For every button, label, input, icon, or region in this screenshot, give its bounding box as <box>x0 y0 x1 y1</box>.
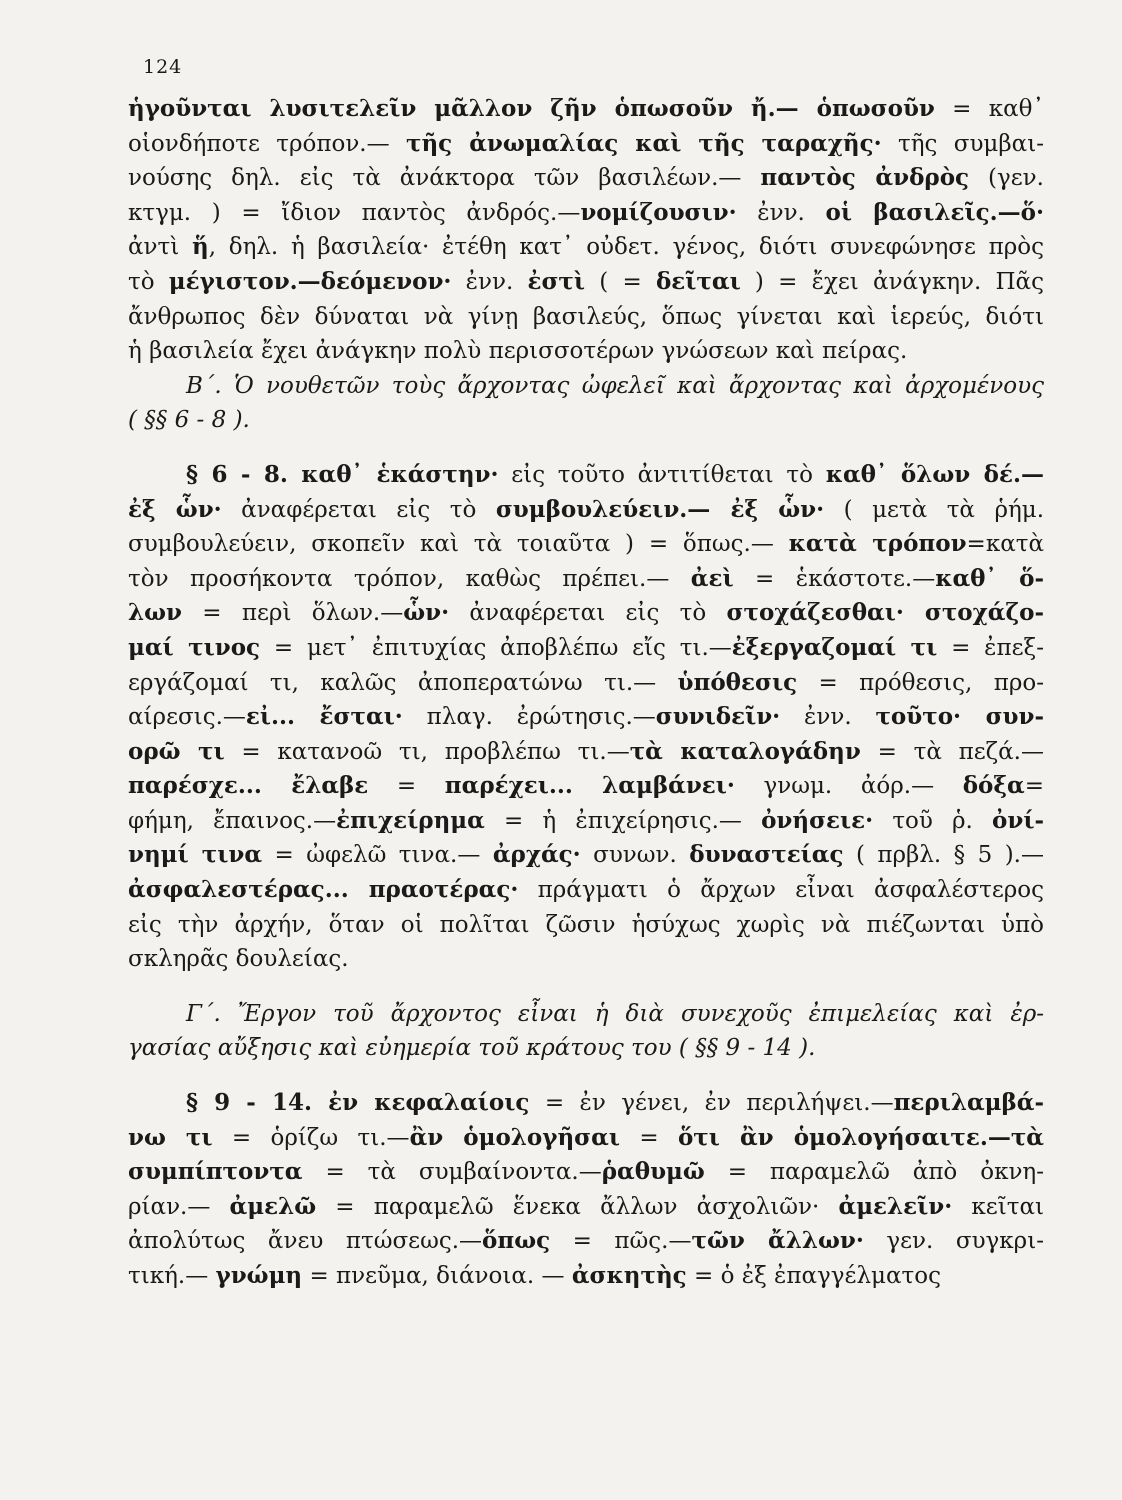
bold-term: ὀνήσειε· <box>761 806 874 834</box>
text-run: κεῖται <box>952 1193 1044 1220</box>
bold-term: δυναστείας <box>689 841 844 869</box>
text-run: ἀπολύτως ἄνευ πτώσεως.— <box>128 1228 483 1255</box>
heading-c-line <box>128 997 1044 1032</box>
section1-line <box>128 127 1044 162</box>
text-run: = <box>619 1124 678 1151</box>
text-run: =κατὰ <box>966 531 1044 558</box>
text-run: ( μετὰ τὰ ῥήμ. <box>824 496 1044 523</box>
section2-line <box>128 804 1044 839</box>
text-run: εργάζομαί τι, καλῶς ἀποπερατώνω τι.— <box>128 669 678 696</box>
text-run: = <box>368 773 445 800</box>
bold-term: παντὸς ἀνδρὸς <box>760 164 970 192</box>
text-run: κτγμ. ) = ἴδιον παντὸς ἀνδρός.— <box>128 199 581 226</box>
bold-term: § 6 - 8. καθ᾽ ἑκάστην· <box>186 460 499 488</box>
italic-text: Ἔργον τοῦ ἄρχοντος εἶναι ἡ διὰ συνεχοῦς ἐπιμελείας καὶ ἐρ- <box>237 1000 1044 1027</box>
text-run: σκληρᾶς δουλείας. <box>128 946 349 973</box>
bold-term: ἐξ ὧν· <box>128 495 222 523</box>
bold-term: κατὰ τρόπον <box>788 530 967 558</box>
bold-term: νω τι <box>128 1123 213 1151</box>
text-run: ) = ἔχει ἀνάγκην. Πᾶς <box>740 268 1044 295</box>
text-run: = ὠφελῶ τινα.— <box>262 842 493 869</box>
bold-term: ὅπως <box>482 1227 551 1255</box>
bold-term: οἱ βασιλεῖς.—ὅ· <box>825 198 1044 226</box>
section2-line <box>128 942 1044 977</box>
italic-text: Β΄. <box>186 372 234 399</box>
text-run: ( = <box>585 268 656 295</box>
section3-line <box>128 1259 1044 1294</box>
bold-term: ἀρχάς· <box>492 841 581 869</box>
section2-line <box>128 700 1044 735</box>
text-run: τὸ <box>128 268 169 295</box>
section3-line <box>128 1121 1044 1156</box>
text-run: ἀναφέρεται εἰς τὸ <box>221 496 496 523</box>
section2-line <box>128 908 1044 943</box>
section1-line <box>128 334 1044 369</box>
heading-c <box>128 997 1044 1066</box>
text-run: οἱονδήποτε τρόπον.— <box>128 130 406 157</box>
section2-line <box>128 596 1044 631</box>
section2-line <box>128 735 1044 770</box>
bold-term: ἐστὶ <box>527 267 586 295</box>
text-run: = ἐπεξ- <box>937 634 1044 661</box>
section1-line <box>128 230 1044 265</box>
italic-text: Ὁ νουθετῶν τοὺς ἄρχοντας ὠφελεῖ καὶ ἄρχοντας καὶ ἀρχομένους <box>234 372 1044 399</box>
bold-term: ἀμελῶ <box>229 1192 317 1220</box>
text-run: τῆς συμβαι- <box>881 130 1044 157</box>
text-run: ἐνν. <box>451 268 528 295</box>
text-run: = πρόθεσις, προ- <box>797 669 1044 696</box>
bold-term: ἂν ὁμολογῆσαι <box>409 1123 620 1151</box>
bold-term: ἀμελεῖν· <box>838 1192 953 1220</box>
text-run: εἰς τὴν ἀρχήν, ὅταν οἱ πολῖται ζῶσιν ἡσύχως χωρὶς νὰ πιέζωνται ὑπὸ <box>128 911 1044 938</box>
bold-term: παρέσχε... ἔλαβε <box>128 772 369 800</box>
italic-text: ( §§ 6 - 8 ). <box>128 407 250 434</box>
text-run: = παραμελῶ ἕνεκα ἄλλων ἀσχολιῶν· <box>316 1193 839 1220</box>
bold-term: μέγιστον.—δεόμενον· <box>168 267 452 295</box>
bold-term: ἀσφαλεστέρας... πραοτέρας· <box>128 876 519 904</box>
section-2-notes <box>128 458 1044 977</box>
bold-term: συμπίπτοντα <box>128 1158 303 1186</box>
text-run: γεν. συγκρι- <box>863 1228 1044 1255</box>
text-run: φήμη, ἔπαινος.— <box>128 807 337 834</box>
italic-text: Γ΄. <box>186 1000 238 1027</box>
section3-line <box>128 1224 1044 1259</box>
bold-term: ἥ <box>191 233 209 261</box>
commentary-text <box>128 92 1044 1294</box>
bold-term: δεῖται <box>655 267 741 295</box>
bold-term: ἐξεργαζομαί τι <box>731 633 938 661</box>
bold-term: καθ᾽ ὅλων δέ.— <box>825 460 1044 488</box>
bold-term: ὀνί- <box>992 806 1044 834</box>
bold-term: τὰ καταλογάδην <box>629 737 861 765</box>
heading-b <box>128 369 1044 438</box>
bold-term: ἡγοῦνται λυσιτελεῖν μᾶλλον ζῆν ὁπωσοῦν ἤ.— ὁπωσοῦν <box>128 95 935 122</box>
bold-term: συμβουλεύειν.— ἐξ ὧν· <box>495 495 825 523</box>
section2-line <box>128 666 1044 701</box>
text-run: ἀναφέρεται εἰς τὸ <box>449 600 727 627</box>
text-run: = παραμελῶ ἀπὸ ὀκνη- <box>704 1159 1044 1186</box>
text-run: τική.— <box>128 1263 216 1289</box>
bold-term: περιλαμβά- <box>893 1089 1044 1117</box>
text-run: ἐνν. <box>780 704 876 731</box>
text-run: συμβουλεύειν, σκοπεῖν καὶ τὰ τοιαῦτα ) = ὅπως.— <box>128 531 789 558</box>
bold-term: ῥαθυμῶ <box>601 1158 705 1186</box>
text-run: = καθ᾽ <box>934 96 1044 122</box>
text-run: πλαγ. ἐρώτησις.— <box>402 704 656 731</box>
section2-line <box>128 458 1044 493</box>
text-run: ἐνν. <box>736 199 826 226</box>
text-run: τοῦ ῥ. <box>873 807 993 834</box>
italic-text: γασίας αὔξησις καὶ εὐημερία τοῦ κράτους του ( §§ 9 - 14 ). <box>128 1035 816 1062</box>
text-run: , δηλ. ἡ βασιλεία· ἐτέθη κατ᾽ οὐδετ. γένος, διότι συνεφώνησε πρὸς <box>208 234 1044 261</box>
bold-term: λων <box>128 599 182 627</box>
text-run: = ἡ ἐπιχείρησις.— <box>484 807 762 834</box>
text-run: πράγματι ὁ ἄρχων εἶναι ἀσφαλέστερος <box>518 877 1044 904</box>
text-run: = κατανοῶ τι, προβλέπω τι.— <box>224 738 630 765</box>
text-run: συνων. <box>580 842 690 869</box>
text-run: αίρεσις.— <box>128 704 246 731</box>
heading-b-line <box>128 403 1044 438</box>
section2-line <box>128 631 1044 666</box>
bold-term: καθ᾽ ὅ- <box>935 564 1044 592</box>
text-run: = πνεῦμα, διάνοια. — <box>302 1263 572 1289</box>
section2-line <box>128 769 1044 804</box>
text-run: ἄνθρωπος δὲν δύναται νὰ γίνῃ βασιλεύς, ὅπως γίνεται καὶ ἱερεύς, διότι <box>128 303 1044 330</box>
page-number: 124 <box>143 56 183 78</box>
bold-term: παρέχει... λαμβάνει· <box>444 772 735 800</box>
bold-term: μαί τινος <box>128 633 261 661</box>
bold-term: ἐπιχείρημα <box>336 806 485 834</box>
text-run: νούσης δηλ. εἰς τὰ ἀνάκτορα τῶν βασιλέων.— <box>128 165 761 192</box>
bold-term: ἀσκητὴς <box>571 1262 687 1289</box>
text-run: = μετ᾽ ἐπιτυχίας ἀποβλέπω εἴς τι.— <box>260 634 732 661</box>
bold-term: ὑπόθεσις <box>677 668 798 696</box>
bold-term: νημί τινα <box>128 841 263 869</box>
text-run: = πῶς.— <box>550 1228 692 1255</box>
bold-term: τῆς ἀνωμαλίας καὶ τῆς ταραχῆς· <box>405 129 882 157</box>
text-run: ρίαν.— <box>128 1193 230 1220</box>
bold-term: στοχάζεσθαι· στοχάζο- <box>726 599 1044 627</box>
section1-line <box>128 161 1044 196</box>
section1-line <box>128 92 1044 127</box>
text-run: = τὰ πεζά.— <box>860 738 1044 765</box>
text-run: = τὰ συμβαίνοντα.— <box>302 1159 602 1186</box>
text-run: ἡ βασιλεία ἔχει ἀνάγκην πολὺ περισσοτέρων γνώσεων καὶ πείρας. <box>128 338 908 365</box>
section2-line <box>128 873 1044 908</box>
section2-line <box>128 562 1044 597</box>
text-run: = ἑκάστοτε.— <box>733 565 936 592</box>
text-run: = περὶ ὅλων.— <box>182 600 404 627</box>
heading-b-line <box>128 369 1044 404</box>
bold-term: γνώμη <box>215 1262 303 1289</box>
section2-line <box>128 838 1044 873</box>
text-run: γνωμ. ἀόρ.— <box>734 773 963 800</box>
bold-term: συνιδεῖν· <box>655 703 781 731</box>
section1-line <box>128 196 1044 231</box>
bold-term: ἀεὶ <box>690 564 734 592</box>
text-run: = <box>1024 773 1044 800</box>
section2-line <box>128 527 1044 562</box>
section3-line <box>128 1086 1044 1121</box>
section-3-notes <box>128 1086 1044 1294</box>
bold-term: ὧν· <box>403 599 450 627</box>
bold-term: τῶν ἄλλων· <box>691 1227 864 1255</box>
section1-line <box>128 265 1044 300</box>
text-run: τὸν προσήκοντα τρόπον, καθὼς πρέπει.— <box>128 565 691 592</box>
section3-line <box>128 1155 1044 1190</box>
bold-term: τοῦτο· συν- <box>875 703 1044 731</box>
section2-line <box>128 493 1044 528</box>
bold-term: εἰ... ἔσται· <box>245 703 403 731</box>
bold-term: ορῶ τι <box>128 737 225 765</box>
section1-line <box>128 300 1044 335</box>
bold-term: νομίζουσιν· <box>580 198 737 226</box>
text-run: (γεν. <box>969 165 1044 192</box>
bold-term: § 9 - 14. ἐν κεφαλαίοις <box>186 1089 530 1117</box>
text-run: ( πρβλ. § 5 ).— <box>843 842 1044 869</box>
heading-c-line <box>128 1031 1044 1066</box>
text-run: = ὁ ἐξ ἐπαγγέλματος <box>686 1263 941 1289</box>
text-run: εἰς τοῦτο ἀντιτίθεται τὸ <box>498 461 826 488</box>
section3-line <box>128 1190 1044 1225</box>
bold-term: ὅτι ἂν ὁμολογήσαιτε.—τὰ <box>677 1123 1044 1151</box>
section-1-notes <box>128 92 1044 369</box>
text-run: = ὁρίζω τι.— <box>212 1124 410 1151</box>
text-run: ἀντὶ <box>128 234 192 261</box>
text-run: = ἐν γένει, ἐν περιλήψει.— <box>529 1090 894 1117</box>
bold-term: δόξα <box>962 772 1025 800</box>
